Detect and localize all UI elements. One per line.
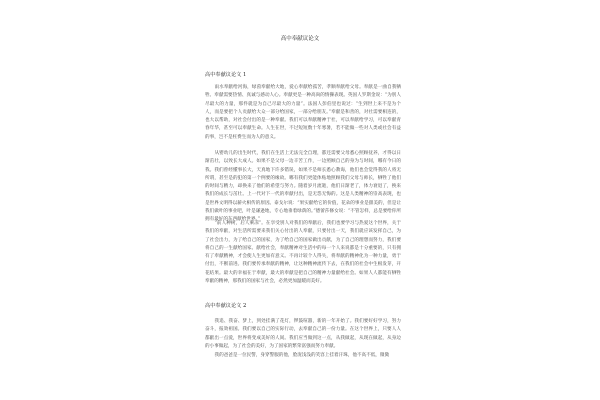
paragraph: 我的爸爸是一位民警，身穿警服的他，脸庞浅浅的笑容上挂着汗珠，他不高不低，微微 bbox=[214, 353, 390, 358]
paragraph: “前人种树，后人乘凉”。在享受别人对我们的奉献后，我们也要学习与热爱这个世界，关于我们的奉献，对生活所需要来我们关心付出的人奉献，只要付出一天，我们就应该发挥自己，为了社会出力，为了给自己的国家，为了给自己的国家做出贡献，为了自己的理想而努力，我们要将自己的一生献给国家、献给社会，奉献精神对生活中的每一个人来说都是十分重要的，只有拥有了奉献精神，才会使人生更加有意义。不再计较个人得失，将奉献的精神化为一种力量，勇于付出，不断前进。我们要传承奉献的精神，让这种精神流传下去，在我们的社会中生根发芽，开花结果。最大的幸福在于奉献，最大的奉献是把自己的精神力量献给社会。如果人人都能有牺牲奉献的精神，那我们的国家与社会，必然更加温暖而美好。 bbox=[205, 221, 401, 285]
section-heading: 高中奉献议论文 2 bbox=[205, 303, 247, 309]
section-heading: 高中奉献议论文 1 bbox=[205, 72, 247, 78]
paragraph: 雨水奉献给河海，绿茵奉献给大地，爱心奉献给孤苦，孝顺奉献给父母。奉献是一曲自我牺牲、奉献需要热情、真诚与感动人心。奉献更是一种高尚的情操表现。英国人罗斯金说：“为别人尽最大的力量，那件就是为自己尽最大的力量”。法国人彭伯里也说过：“生到世上来不是为个人，而是要把个人贡献给大众一部分给国家，一部分给朋友。”奉献是和善的，对社需要相连的，也大以帮助，对社会付出的是一种奉献。我们可以奉献精神于社，可以奉献给学习，可以奉献青春年华，甚至可以奉献生命。人生在世，不过短短数十年寒暑，若不能做一些对人类或社会有益的事，岂不是枉费生而为人的意义。 bbox=[205, 85, 401, 140]
paragraph: 从婴幼儿的出生时代，我们在生活上无法完全自理，都还需要父母悉心照顾抚养，才得以日渐茁壮，以致长大成人。如果不是父母一边辛苦工作，一边照顾自己的身为与时间，哪有今日的我。我们曾经懂事长大，天真地下许多错误，如果不是师长悉心教诲，他们也会觉得我的人将无所谓，甚至是的犯的第一个例要的缘故。哪有我们更能体贴地照顾我们父母与师长，牺牲了他们的时间与精力，却换来了他们的希望与努力。随着岁月流逝，他们日渐老了，体力衰退了，换来我们的成长与茁壮。上一代对下一代的奉献付出，是无怨无悔的。这是人类精神的崇高表现，也是世界文明得以薪火相传的原因。泰戈尔说：“果实献给它的价值，花朵的事业是甜美的，但是让我们做叶的事业吧，叶是谦逊地，专心地垂着绿荫的。”德蕾莎修女说：“不管怎样，总是要给你所拥有最好的东西献给世界。” bbox=[205, 151, 401, 223]
paragraph: 我追、我奋、梦上，到处挂满了花灯，锣鼓喧嚣，新的一年开始了。我们要好好学习，努力奋斗，报效祖国。我们要以自己的实际行动，去奉献自己的一份力量。在这个世界上，只要人人都献出一点爱，世界将变成美好的人间。我们应当做到这一点，从我做起，从现在做起，从身边的小事做起，为了社会的美好，为了国家的繁荣富强而努力奉献。 bbox=[205, 319, 401, 349]
document-title: 高中奉献议论文 bbox=[280, 36, 320, 42]
